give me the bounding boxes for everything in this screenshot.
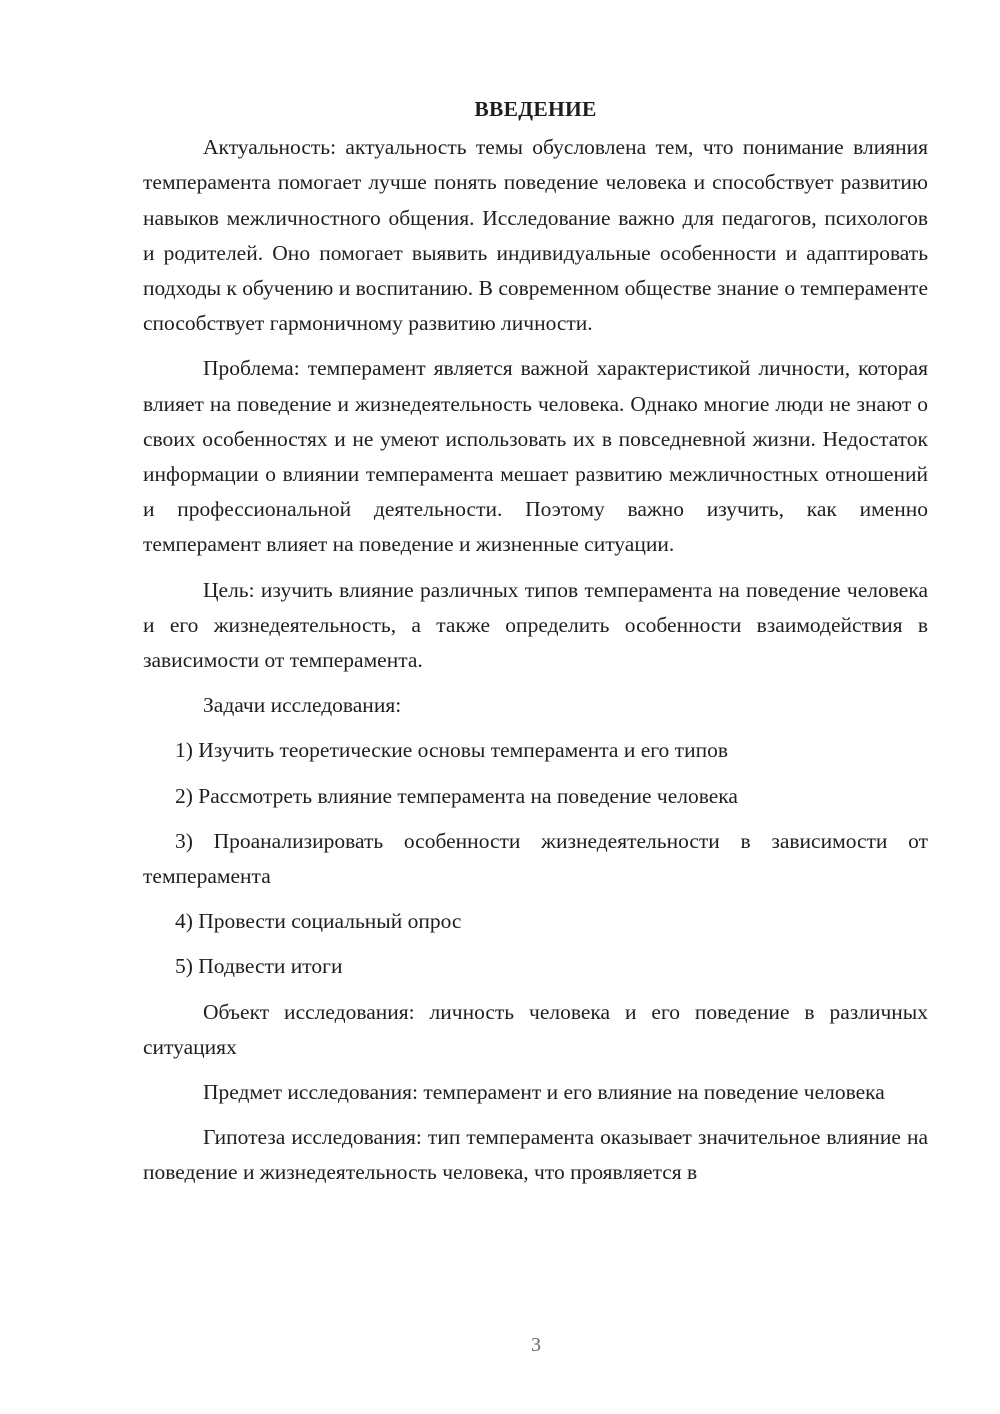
paragraph-object: Объект исследования: личность человека и его поведение в различных ситуациях [143, 999, 928, 1059]
list-item: 1) Изучить теоретические основы темперамента и его типов [175, 738, 728, 763]
page-number: 3 [531, 1334, 541, 1356]
page-content [143, 92, 928, 1201]
section-title: ВВЕДЕНИЕ [474, 97, 597, 121]
list-item: 3) Проанализировать особенности жизнедеятельности в зависимости от темперамента [143, 828, 928, 889]
paragraph-hypothesis: Гипотеза исследования: тип темперамента оказывает значительное влияние на поведение и жизнедеятельность человека, что проявляется в [143, 1125, 928, 1185]
list-item: 5) Подвести итоги [175, 954, 343, 979]
paragraph-goal: Цель: изучить влияние различных типов темперамента на поведение человека и его жизнедеятельность, а также определить особенности взаимодействия в зависимости от темперамента. [143, 577, 928, 673]
paragraph-relevance: Актуальность: актуальность темы обусловлена тем, что понимание влияния темперамента помогает лучше понять поведение человека и способствует развитию навыков межличностного общения. Исследование важно для педагогов, психологов и родителей. Оно помогает выявить индивидуальные особенности и адаптировать подходы к обучению и воспитанию. В современном обществе знание о темпераменте способствует гармоничному развитию личности. [143, 135, 928, 336]
tasks-list [143, 733, 928, 984]
paragraph-problem: Проблема: темперамент является важной характеристикой личности, которая влияет на поведение и жизнедеятельность человека. Однако многие люди не знают о своих особенностях и не умеют использовать их в повседневной жизни. Недостаток информации о влиянии темперамента мешает развитию межличностных отношений и профессиональной деятельности. Поэтому важно изучить, как именно темперамент влияет на поведение и жизненные ситуации. [143, 356, 928, 557]
list-item: 4) Провести социальный опрос [175, 909, 462, 934]
paragraph-subject: Предмет исследования: темперамент и его влияние на поведение человека [203, 1080, 885, 1105]
list-item: 2) Рассмотреть влияние темперамента на поведение человека [175, 783, 738, 808]
tasks-heading: Задачи исследования: [203, 693, 402, 718]
